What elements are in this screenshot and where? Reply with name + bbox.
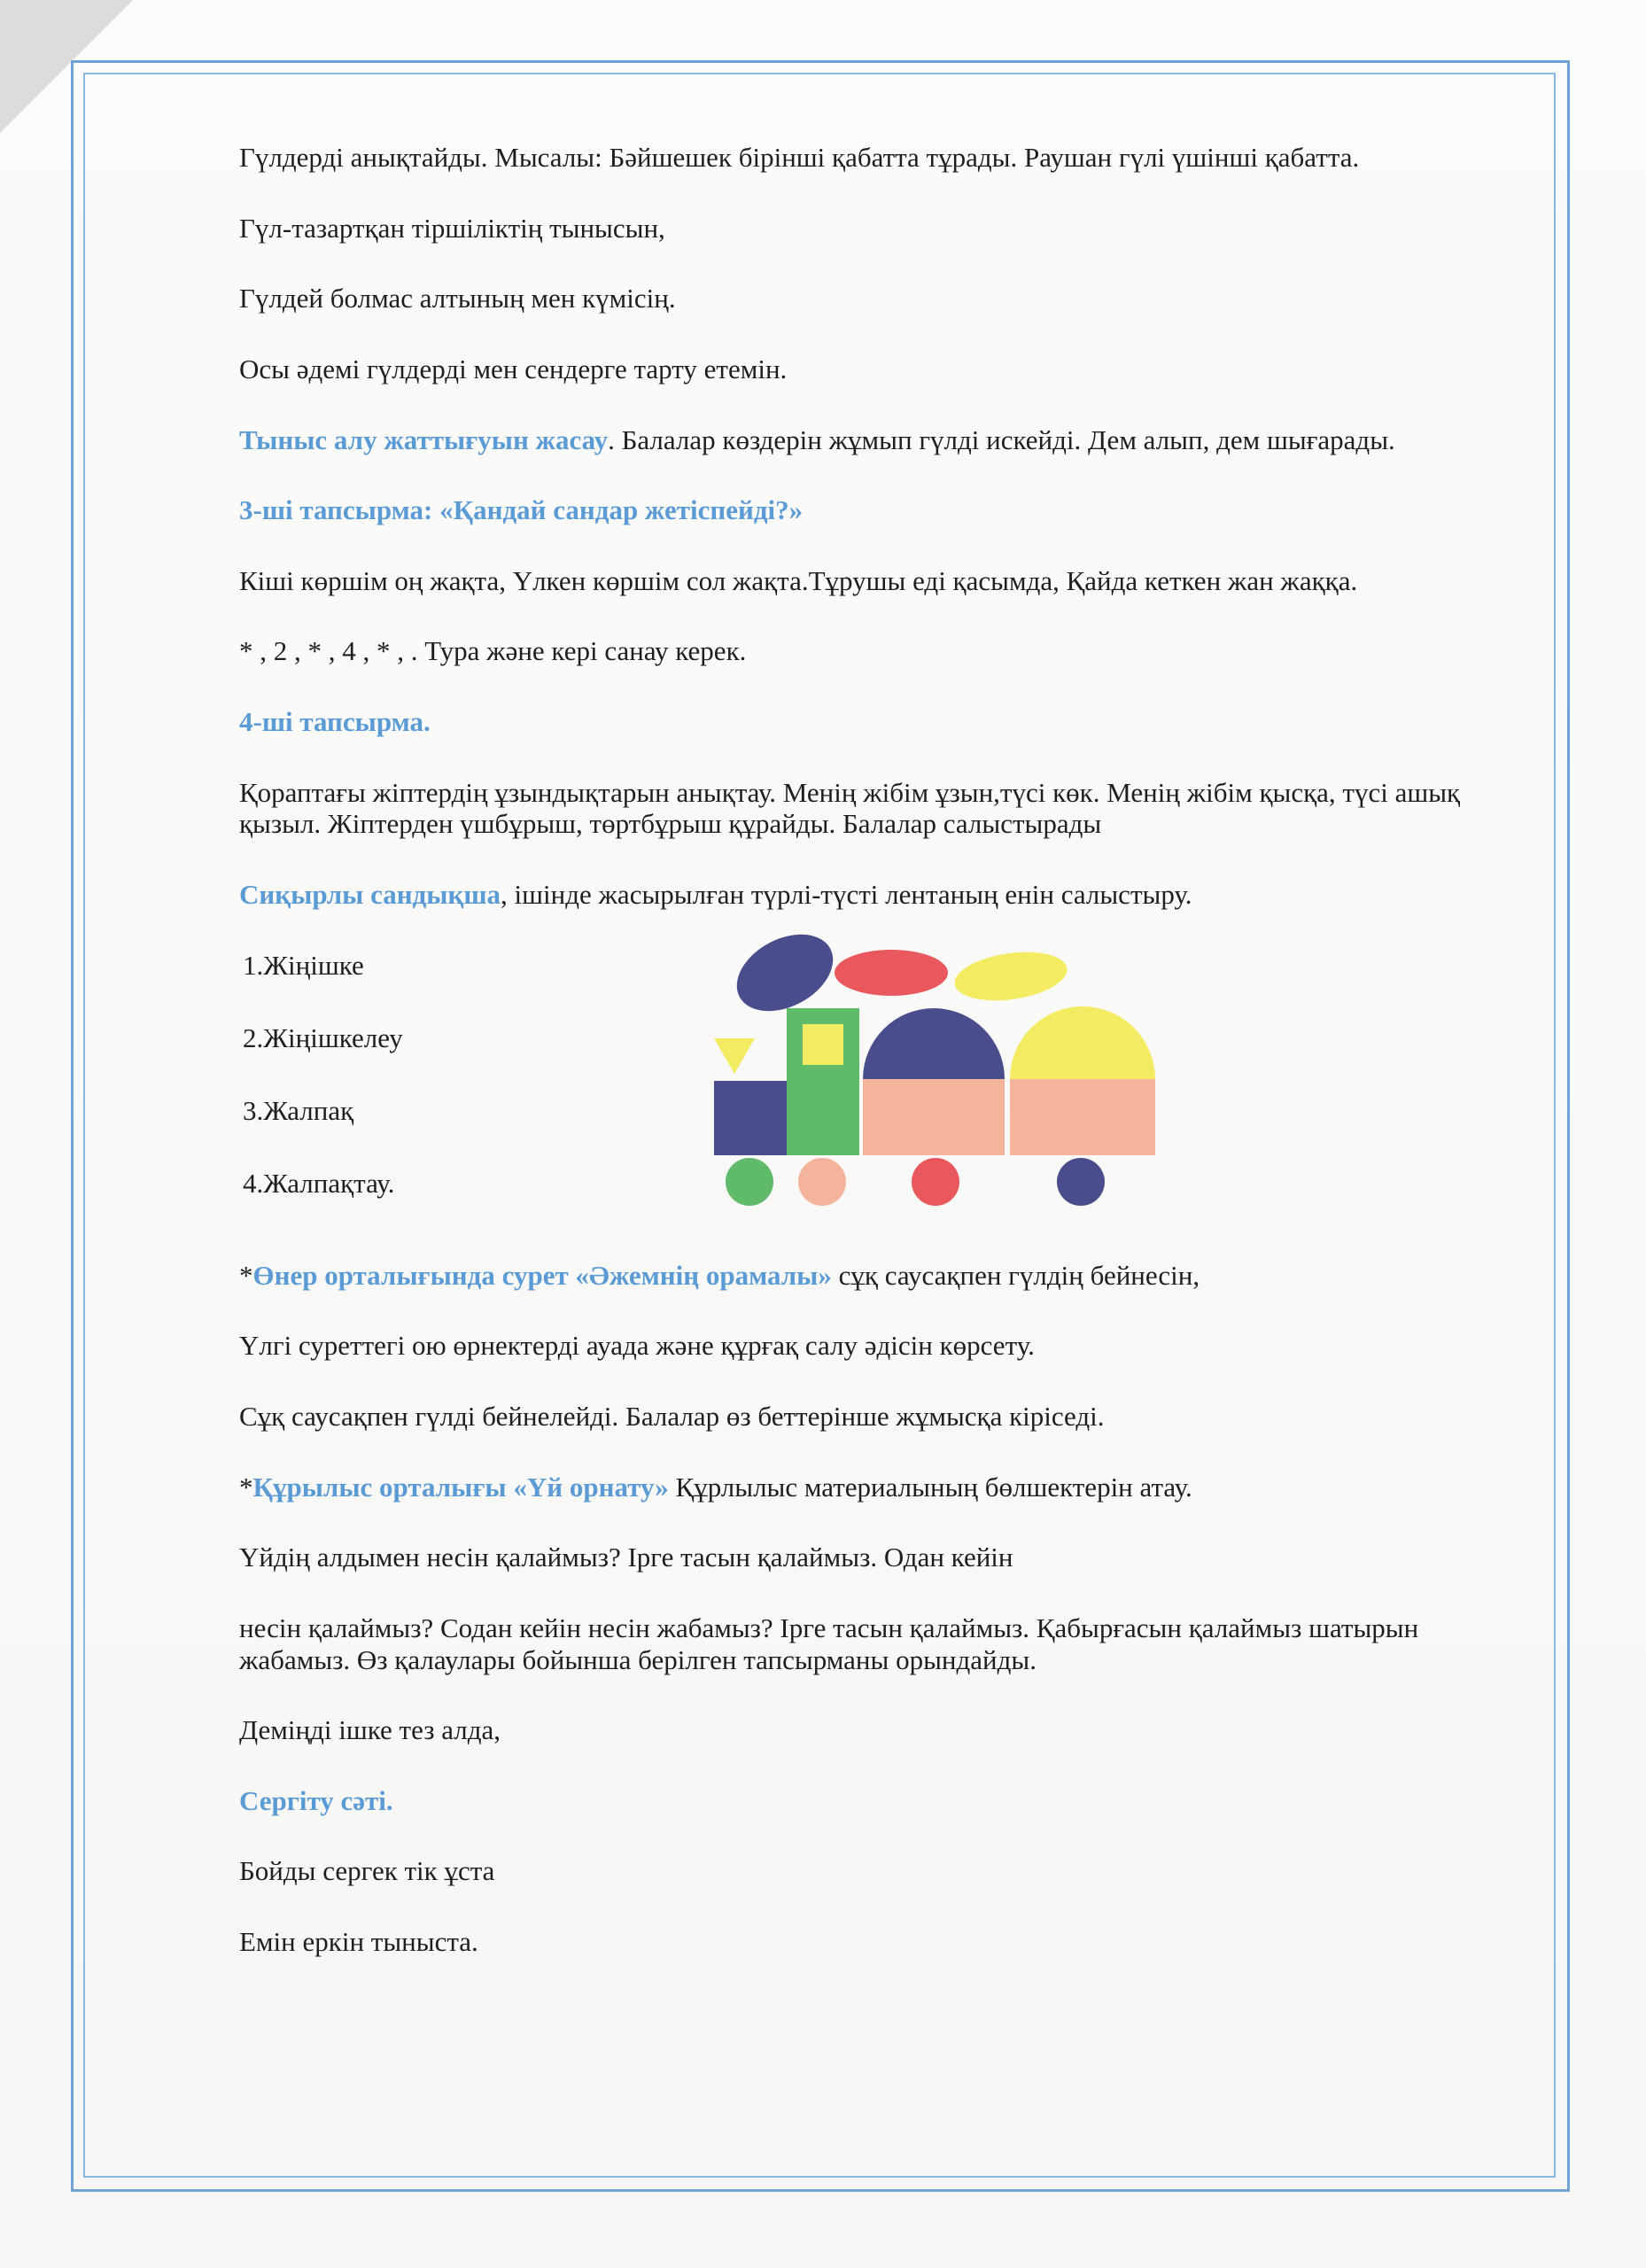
red-wheel — [912, 1158, 959, 1206]
yellow-ellipse — [951, 945, 1070, 1006]
navy-square — [714, 1081, 787, 1155]
paragraph: Қораптағы жіптердің ұзындықтарын анықтау. Менің жібім ұзын,түсі көк. Менің жібім қысқа, түсі ашық қызыл. Жіптерден үшбұрыш, төртбұрыш құрайды. Балалар салыстырады — [239, 776, 1461, 840]
paragraph: Осы әдемі гүлдерді мен сендерге тарту етемін. — [239, 353, 788, 384]
paragraph: Үйдің алдымен несін қалаймыз? Ірге тасын қалаймыз. Одан кейін — [239, 1542, 1013, 1573]
task-heading: 4-ші тапсырма. — [239, 706, 431, 738]
shape-train-illustration — [714, 920, 1175, 1212]
paragraph-text: . Балалар көздерін жұмып гүлді искейді. Дем алып, дем шығарады. — [608, 423, 1395, 455]
paragraph: несін қалаймыз? Содан кейін несін жабамыз? Ірге тасын қалаймыз. Қабырғасын қалаймыз шатырын жабамыз. Өз қалаулары бойынша берілген тапсырманы орындайды. — [239, 1612, 1419, 1675]
green-wheel — [726, 1158, 773, 1206]
poem-line: Гүл-тазартқан тіршіліктің тынысын, — [239, 212, 665, 244]
paragraph-text: сұқ саусақпен гүлдің бейнесін, — [831, 1259, 1200, 1291]
poem-line: Гүлдей болмас алтының мен күмісің. — [239, 283, 676, 315]
paragraph: Үлгі суреттегі ою өрнектерді ауада және құрғақ салу әдісін көрсету. — [239, 1330, 1035, 1362]
paragraph-text: Құрлылыс материалының бөлшектерін атау. — [668, 1471, 1192, 1503]
paragraph — [239, 1260, 1515, 1292]
ribbon-width-list — [239, 950, 1515, 1242]
yellow-semicircle — [1010, 1006, 1155, 1079]
paragraph: * , 2 , * , 4 , * , . Тура және кері санау керек. — [239, 635, 747, 667]
poem-line: Емін еркін тыныста. — [239, 1926, 478, 1958]
paragraph: Сұқ саусақпен гүлді бейнелейді. Балалар өз беттерінше жұмысқа кіріседі. — [239, 1400, 1105, 1432]
yellow-triangle — [714, 1038, 755, 1074]
highlight-phrase: Құрылыс орталығы «Үй орнату» — [252, 1471, 669, 1503]
paragraph-text: , ішінде жасырылған түрлі-түсті лентаның енін салыстыру. — [501, 879, 1192, 911]
list-item: 1.Жіңішке — [243, 949, 364, 981]
poem-line: Бойды сергек тік ұста — [239, 1855, 495, 1887]
paragraph: Гүлдерді анықтайды. Мысалы: Бәйшешек бірінші қабатта тұрады. Раушан гүлі үшінші қабатта. — [239, 142, 1360, 173]
list-item: 4.Жалпақтау. — [243, 1167, 395, 1199]
bullet-star: * — [239, 1471, 253, 1503]
bullet-star: * — [239, 1259, 253, 1291]
peach-wagon — [863, 1079, 1005, 1155]
paragraph — [239, 879, 1515, 911]
navy-wheel — [1057, 1158, 1105, 1206]
red-ellipse — [835, 950, 948, 996]
list-item: 3.Жалпақ — [243, 1094, 354, 1126]
navy-semicircle — [863, 1008, 1005, 1079]
highlight-phrase: Өнер орталығында сурет «Әжемнің орамалы» — [252, 1259, 832, 1291]
highlight-phrase: Тыныс алу жаттығуын жасау — [239, 423, 609, 455]
list-item: 2.Жіңішкелеу — [243, 1021, 403, 1053]
yellow-window — [803, 1024, 843, 1065]
peach-wheel — [798, 1158, 846, 1206]
paragraph — [239, 1472, 1515, 1503]
peach-wagon — [1010, 1079, 1155, 1155]
highlight-phrase: Сиқырлы сандықша — [239, 879, 501, 911]
task-heading: 3-ші тапсырма: «Қандай сандар жетіспейді?» — [239, 494, 804, 526]
document-body — [239, 142, 1515, 1997]
paragraph — [239, 424, 1515, 456]
paragraph: Кіші көршім оң жақта, Үлкен көршім сол жақта.Тұрушы еді қасымда, Қайда кеткен жан жаққа. — [239, 564, 1358, 596]
section-heading: Сергіту сәті. — [239, 1784, 393, 1816]
poem-line: Деміңді ішке тез алда, — [239, 1714, 501, 1746]
